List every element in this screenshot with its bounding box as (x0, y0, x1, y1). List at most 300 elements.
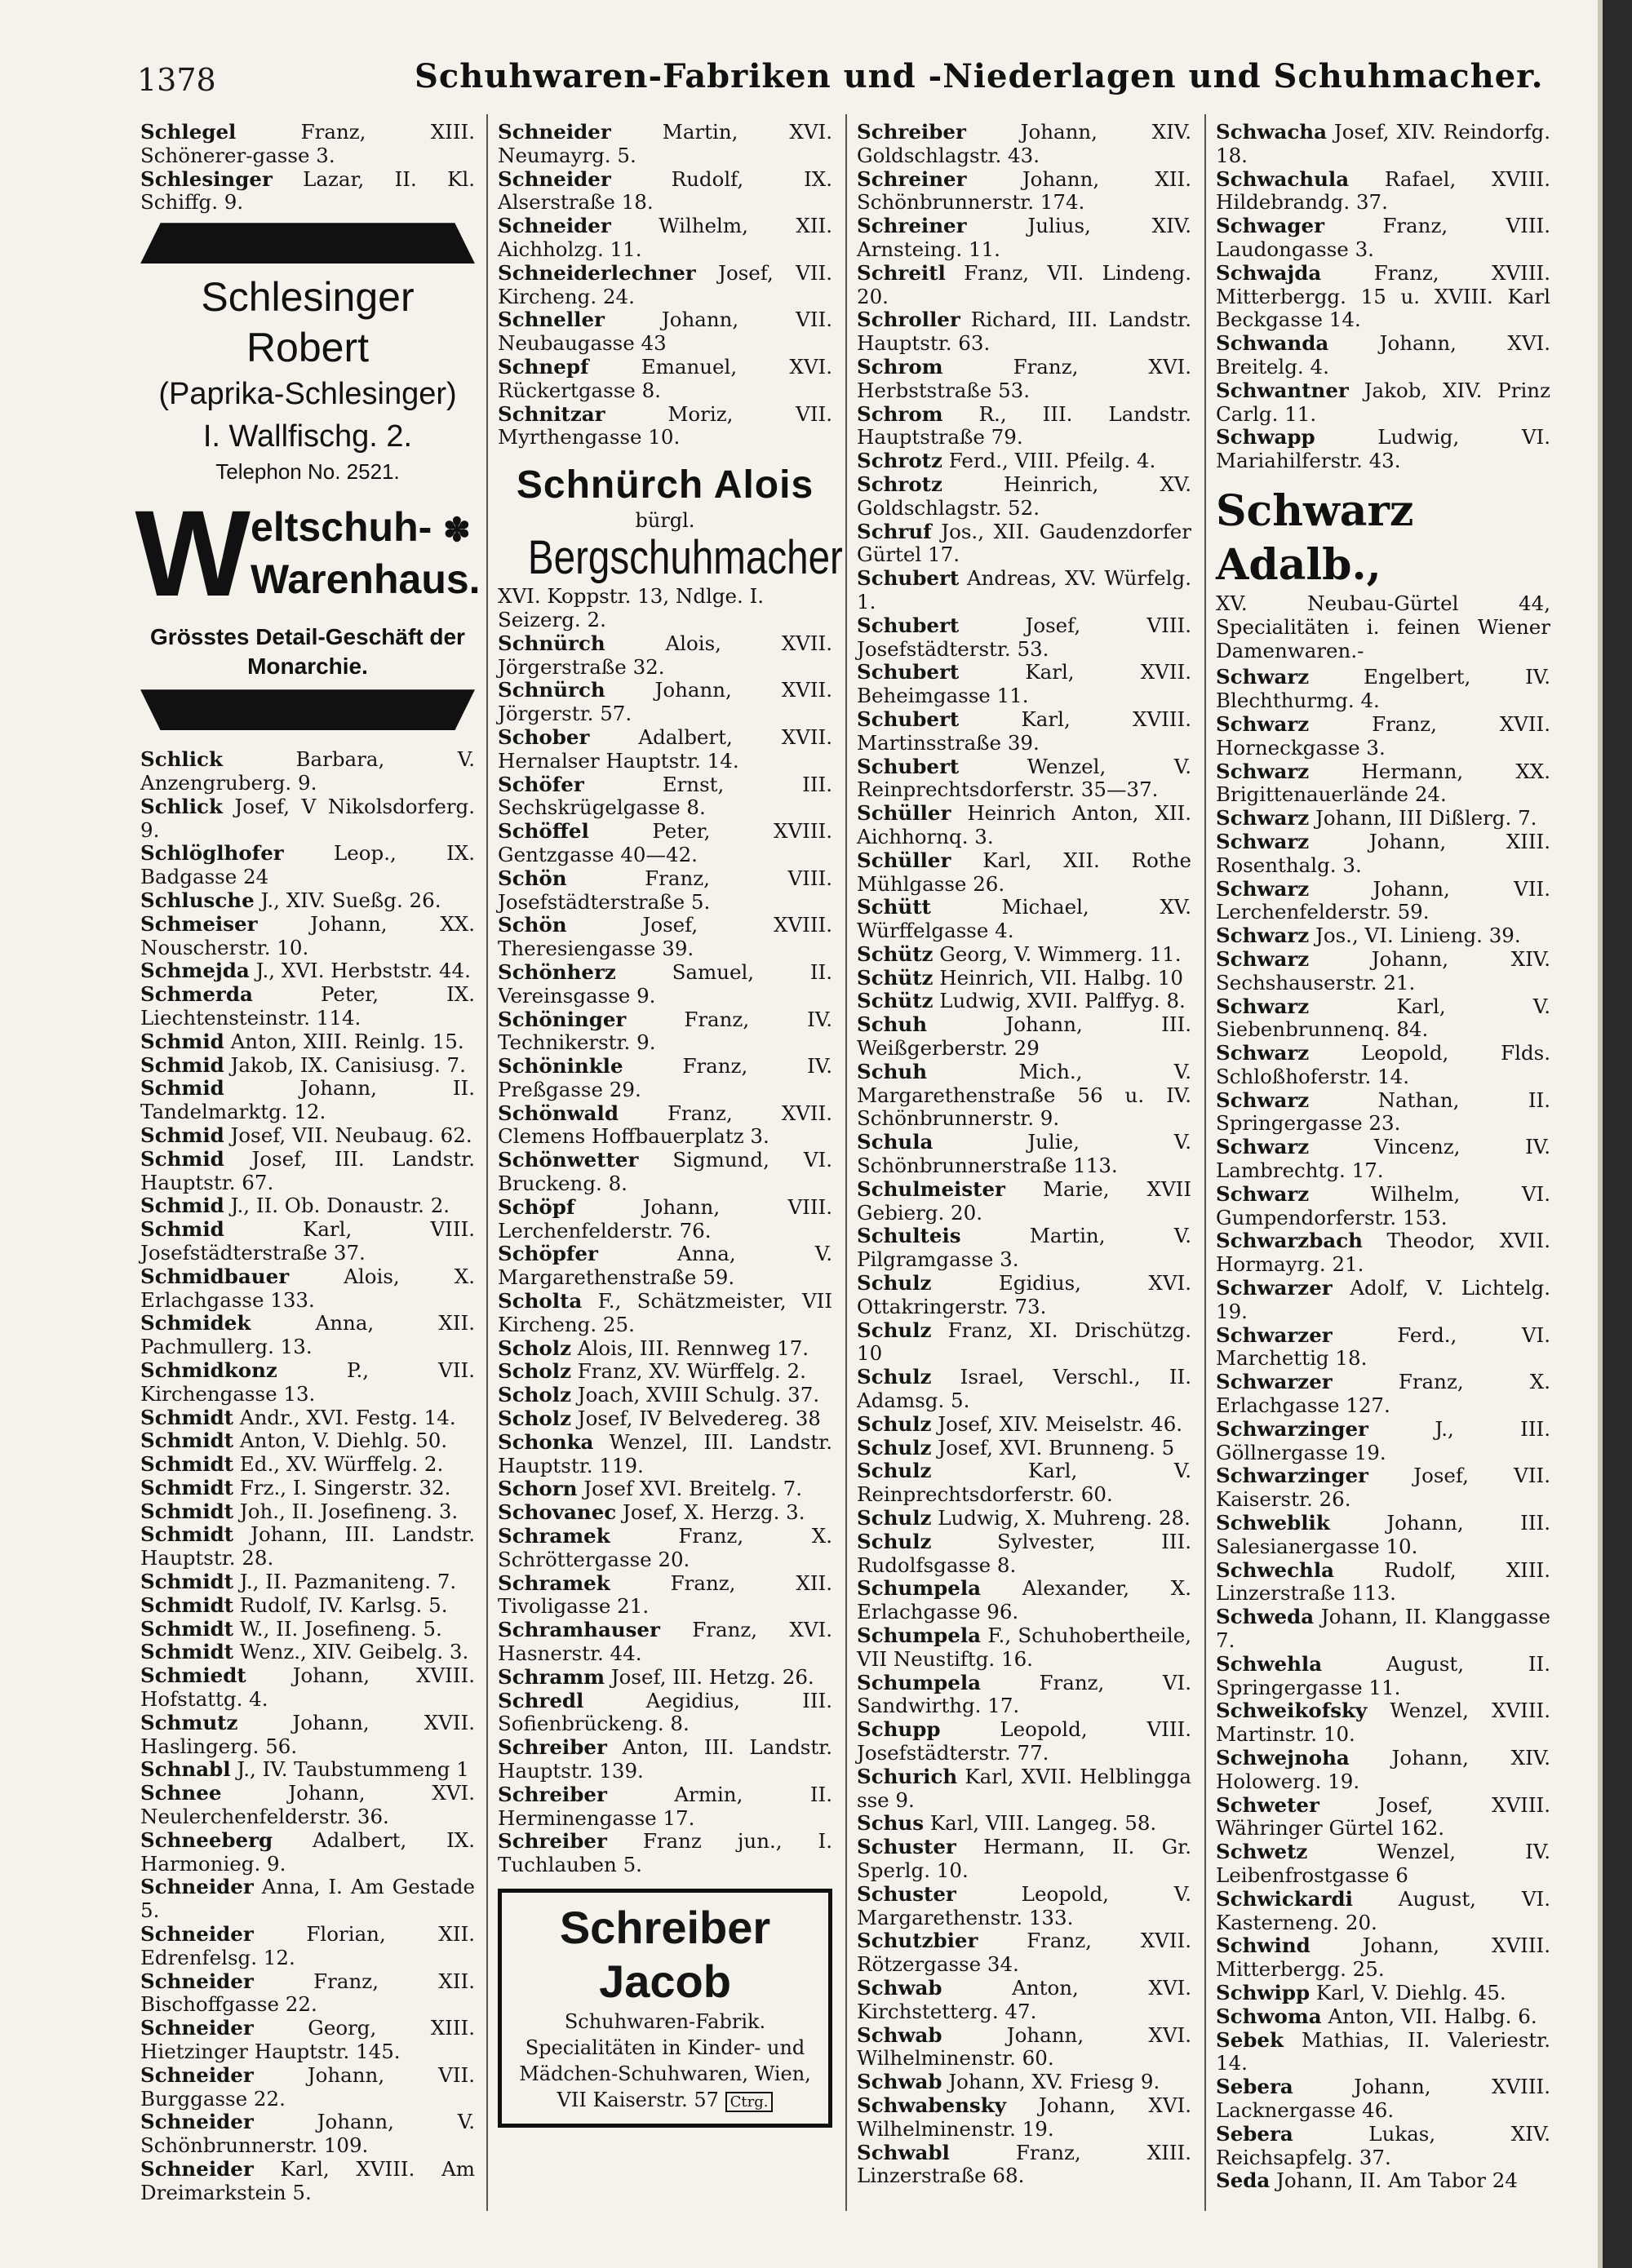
entry-name: Schmidt (140, 1616, 234, 1641)
directory-entry (857, 755, 1191, 803)
directory-entry (498, 1619, 832, 1666)
directory-entry (498, 1572, 832, 1619)
directory-entry (1216, 2123, 1550, 2170)
entry-name: Schmidt (140, 1475, 234, 1499)
entry-name: Schwarz (1216, 1181, 1310, 1206)
entry-address: Ludwig, X. Muhreng. 28. (931, 1506, 1191, 1530)
entry-name: Schupp (857, 1717, 941, 1742)
entry-name: Schnepf (498, 354, 589, 379)
entry-name: Schulteis (857, 1224, 961, 1248)
entry-name: Schmidt (140, 1405, 234, 1429)
directory-entry (498, 1431, 832, 1478)
directory-entry (857, 1319, 1191, 1367)
directory-entry (1216, 1888, 1550, 1935)
directory-entry (857, 2094, 1191, 2142)
entry-address: Leopold, V. Margarethenstr. 133. (857, 1881, 1191, 1929)
entry-address: Karl, V. Siebenbrunnenq. 84. (1216, 994, 1550, 1042)
directory-entry (498, 1783, 832, 1831)
entry-name: Schwarzbach (1216, 1229, 1363, 1253)
entry-address: Hermann, XX. Brigittenauerlände 24. (1216, 759, 1550, 807)
entry-address: Peter, IX. Liechtensteinstr. 114. (140, 982, 475, 1030)
entry-address: Franz, XIII. Linzerstraße 68. (857, 2140, 1191, 2188)
ad-shop-name-line2: Warenhaus. (251, 556, 481, 603)
directory-entry (140, 889, 475, 913)
directory-entry (1216, 262, 1550, 332)
directory-entry (140, 1429, 475, 1453)
directory-entry (498, 1008, 832, 1056)
entry-address: Israel, Verschl., II. Adamsg. 5. (857, 1365, 1191, 1413)
entry-name: Schovanec (498, 1500, 617, 1525)
entry-name: Schmid (140, 1217, 224, 1242)
directory-entry (140, 1523, 475, 1570)
ad-subtitle: bürgl. (635, 509, 695, 533)
entry-address: Samuel, II. Vereinsgasse 9. (498, 959, 832, 1008)
entry-address: Johann, II. Tandelmarktg. 12. (140, 1076, 475, 1124)
entry-name: Schreiner (857, 166, 967, 191)
entry-list (1216, 121, 1550, 473)
entry-name: Schwarzinger (1216, 1464, 1368, 1488)
entry-name: Schwarz (1216, 806, 1310, 831)
entry-name: Sebera (1216, 2075, 1293, 2099)
entry-name: Schöpf (498, 1194, 575, 1219)
entry-name: Schwarzer (1216, 1322, 1333, 1347)
entry-name: Schreiner (857, 214, 967, 238)
directory-entry (140, 1876, 475, 1923)
entry-address: Alois, X. Erlachgasse 133. (140, 1264, 475, 1312)
entry-address: Georg, XIII. Hietzinger Hauptstr. 145. (140, 2016, 475, 2064)
entry-address: Sigmund, VI. Bruckeng. 8. (498, 1148, 832, 1196)
entry-name: Schwacha (1216, 120, 1327, 144)
entry-address: Josef, VIII. Josefstädterstr. 53. (857, 613, 1191, 661)
entry-name: Schmid (140, 1052, 224, 1077)
entry-address: Karl, XII. Rothe Mühlgasse 26. (857, 848, 1191, 896)
entry-name: Schlegel (140, 120, 237, 144)
directory-entry (857, 1225, 1191, 1272)
directory-entry (857, 1929, 1191, 1977)
entry-address: Franz, XVI. Herbststraße 53. (857, 354, 1191, 402)
entry-address: Josef, VII. Neubaug. 62. (224, 1123, 472, 1147)
entry-address: Josef, IV Belvedereg. 38 (571, 1406, 821, 1431)
directory-entry (498, 961, 832, 1008)
directory-entry (857, 567, 1191, 614)
entry-name: Schneider (498, 120, 611, 144)
entry-name: Schütt (857, 895, 931, 919)
entry-name: Schöfer (498, 772, 584, 796)
entry-address: Josef XVI. Breitelg. 7. (577, 1477, 803, 1501)
entry-name: Schwoma (1216, 2004, 1322, 2028)
entry-address: August, II. Springergasse 11. (1216, 1651, 1550, 1699)
directory-entry (140, 1030, 475, 1054)
entry-name: Schutzbier (857, 1929, 978, 1953)
directory-entry (1216, 713, 1550, 760)
directory-entry (140, 1970, 475, 2018)
entry-address: Josef, XVI. Brunneng. 5 (931, 1435, 1175, 1460)
entry-name: Schlusche (140, 888, 255, 912)
entry-address: Johann, XVI. Neulerchenfelderstr. 36. (140, 1781, 475, 1829)
entry-name: Schwickardi (1216, 1886, 1353, 1911)
entry-address: Franz, X. Schröttergasse 20. (498, 1524, 832, 1571)
entry-address: Franz, XIII. Schönerer-gasse 3. (140, 120, 475, 167)
entry-address: Johann, III. Salesianergasse 10. (1216, 1511, 1550, 1558)
directory-entry (857, 450, 1191, 473)
directory-entry (857, 943, 1191, 967)
entry-address: Johann, XIV. Goldschlagstr. 43. (857, 120, 1191, 167)
entry-name: Schubert (857, 613, 960, 637)
entry-address: Adalbert, XVII. Hernalser Hauptstr. 14. (498, 724, 832, 773)
directory-entry (140, 1477, 475, 1500)
ad-schnuerch (498, 461, 843, 632)
entry-name: Schön (498, 866, 567, 890)
directory-entry (140, 1782, 475, 1829)
entry-address: Johann, VIII. Lerchenfelderstr. 76. (498, 1194, 832, 1243)
entry-name: Schrom (857, 401, 943, 426)
entry-address: Adalbert, IX. Harmonieg. 9. (140, 1827, 475, 1876)
entry-address: Ludwig, XVII. Palffyg. 8. (933, 989, 1186, 1013)
entry-name: Schwanda (1216, 331, 1329, 356)
entry-name: Schubert (857, 566, 960, 591)
directory-entry (498, 726, 832, 773)
entry-address: Josef, X. Herzg. 3. (616, 1500, 805, 1525)
directory-entry (857, 1507, 1191, 1530)
entry-address: Franz jun., I. Tuchlauben 5. (498, 1829, 832, 1877)
entry-address: Nathan, II. Springergasse 23. (1216, 1087, 1550, 1136)
entry-name: Schulz (857, 1411, 932, 1436)
entry-address: Wilhelm, XII. Aichholzg. 11. (498, 214, 832, 261)
directory-entry (140, 1923, 475, 1970)
directory-entry (140, 1570, 475, 1594)
entry-name: Schmidt (140, 1522, 234, 1547)
entry-name: Schwechla (1216, 1557, 1335, 1582)
entry-name: Schnitzar (498, 401, 605, 426)
entry-name: Schulz (857, 1365, 932, 1389)
entry-address: F., Schuhobertheile, VII Neustiftg. 16. (857, 1623, 1191, 1671)
directory-entry (140, 1359, 475, 1406)
entry-address: Franz, VII. Lindeng. 20. (857, 260, 1191, 308)
directory-entry (1216, 2029, 1550, 2076)
ad-initial-letter: W (135, 485, 251, 622)
entry-name: Schönherz (498, 959, 616, 984)
entry-name: Schneeberg (140, 1827, 273, 1852)
entry-name: Schrom (857, 354, 943, 379)
entry-address: Josef, XIV. Meiselstr. 46. (931, 1411, 1183, 1436)
directory-entry (140, 121, 475, 168)
directory-entry (857, 849, 1191, 897)
directory-entry (857, 1836, 1191, 1883)
entry-name: Schubert (857, 660, 960, 684)
ad-shop-name (251, 503, 481, 604)
entry-name: Schnee (140, 1781, 222, 1805)
directory-entry (498, 1196, 832, 1243)
ad-schreiber (498, 1889, 832, 2128)
directory-entry (498, 1384, 832, 1407)
entry-address: Johann, III. Weißgerberstr. 29 (857, 1012, 1191, 1061)
entry-address: Anna, I. Am Gestade 5. (140, 1875, 475, 1923)
directory-entry (857, 121, 1191, 168)
directory-entry (140, 1829, 475, 1876)
entry-name: Schmidt (140, 1499, 234, 1523)
directory-entry (140, 2158, 475, 2205)
directory-entry (1216, 1136, 1550, 1183)
entry-address: Martin, V. Pilgramgasse 3. (857, 1224, 1191, 1272)
entry-address: Johann, XVIII. Hofstattg. 4. (140, 1663, 475, 1712)
entry-name: Schwarz (1216, 946, 1310, 971)
directory-entry (857, 1366, 1191, 1413)
directory-entry (140, 1664, 475, 1712)
directory-entry (857, 2142, 1191, 2189)
directory-entry (857, 1883, 1191, 1930)
entry-name: Schüller (857, 801, 951, 826)
directory-entry (498, 679, 832, 726)
entry-name: Schumpela (857, 1623, 982, 1647)
entry-name: Schwarz (1216, 1041, 1310, 1065)
directory-entry (1216, 1229, 1550, 1277)
entry-name: Schumpela (857, 1670, 982, 1694)
ad-trade: Bergschuhmacher (527, 531, 843, 585)
directory-entry (857, 1577, 1191, 1624)
entry-name: Schroller (857, 308, 960, 332)
column-divider (486, 114, 488, 2211)
entry-name: Schmidbauer (140, 1264, 290, 1288)
entry-address: Mich., V. Margarethenstraße 56 u. IV. Schönbrunnerstr. 9. (857, 1059, 1191, 1131)
entry-name: Schulz (857, 1318, 932, 1342)
entry-address: P., VII. Kirchengasse 13. (140, 1358, 475, 1406)
entry-name: Sebek (1216, 2027, 1284, 2052)
entry-address: Josef, III. Landstr. Hauptstr. 67. (140, 1146, 475, 1194)
entry-address: Ed., XV. Würffelg. 2. (233, 1452, 444, 1477)
entry-name: Schwab (857, 2022, 942, 2047)
directory-entry (140, 1124, 475, 1148)
entry-address: Jakob, IX. Canisiusg. 7. (224, 1052, 466, 1077)
directory-entry (498, 1102, 832, 1150)
entry-address: Josef, XVIII. Theresiengasse 39. (498, 913, 832, 961)
directory-entry (857, 215, 1191, 262)
entry-name: Schöninger (498, 1007, 627, 1031)
directory-entry (498, 914, 832, 961)
directory-entry (857, 1413, 1191, 1437)
page-number: 1378 (137, 62, 216, 98)
entry-address: J., XIV. Sueßg. 26. (254, 888, 441, 912)
entry-address: Heinrich Anton, XII. Aichhornq. 3. (857, 801, 1191, 848)
entry-address: Karl, V. Reinprechtsdorferstr. 60. (857, 1459, 1191, 1507)
entry-address: Joh., II. Josefineng. 3. (233, 1499, 459, 1523)
directory-entry (1216, 995, 1550, 1043)
directory-entry (857, 1977, 1191, 2024)
ad-schwarz (1216, 485, 1550, 662)
entry-address: Josef, III. Hetzg. 26. (605, 1664, 814, 1689)
entry-name: Schneider (140, 2062, 254, 2087)
directory-entry (498, 867, 832, 915)
entry-address: Julie, V. Schönbrunnerstraße 113. (857, 1130, 1191, 1178)
entry-name: Schmid (140, 1194, 224, 1218)
entry-name: Schüller (857, 848, 951, 872)
entry-name: Schmidt (140, 1640, 234, 1664)
directory-entry (140, 1641, 475, 1664)
directory-entry (1216, 1418, 1550, 1465)
directory-entry (140, 913, 475, 960)
directory-entry (1216, 121, 1550, 168)
entry-name: Schumpela (857, 1576, 982, 1601)
entry-list (140, 748, 475, 2204)
entry-name: Schönwetter (498, 1148, 639, 1172)
entry-address: J., II. Ob. Donaustr. 2. (224, 1194, 450, 1218)
directory-entry (498, 1055, 832, 1102)
directory-entry (140, 1500, 475, 1524)
entry-name: Schwantner (1216, 378, 1349, 402)
entry-address: Florian, XII. Edrenfelsg. 12. (140, 1922, 475, 1969)
entry-name: Schreitl (857, 260, 946, 285)
directory-entry (498, 820, 832, 867)
directory-entry (1216, 1183, 1550, 1230)
entry-name: Schula (857, 1130, 934, 1154)
entry-address: August, VI. Kasterneng. 20. (1216, 1886, 1550, 1934)
ad-address: XVI. Koppstr. 13, Ndlge. I. Seizerg. 2. (498, 584, 765, 631)
entry-name: Schwejnoha (1216, 1746, 1350, 1770)
directory-entry (857, 262, 1191, 309)
ad-description: Schuhwaren-Fabrik. Specialitäten in Kinder- und Mädchen-Schuhwaren, Wien, (519, 2009, 811, 2085)
entry-address: Rafael, XVIII. Hildebrandg. 37. (1216, 166, 1550, 215)
entry-name: Schmutz (140, 1710, 238, 1734)
entry-name: Schmid (140, 1029, 224, 1053)
entry-name: Schöpfer (498, 1242, 598, 1266)
entry-address: Johann, XX. Nouscherstr. 10. (140, 911, 475, 959)
entry-list (498, 632, 832, 1877)
directory-entry (498, 773, 832, 821)
entry-address: Johann, III. Landstr. Hauptstr. 28. (140, 1522, 475, 1570)
entry-address: Ludwig, VI. Mariahilferstr. 43. (1216, 425, 1550, 473)
entry-address: Alois, XVII. Jörgerstraße 32. (498, 631, 832, 679)
entry-address: Franz, IV. Technikerstr. 9. (498, 1007, 832, 1055)
entry-address: Josef, VII. Kircheng. 24. (498, 260, 832, 308)
directory-entry (1216, 1747, 1550, 1794)
entry-name: Schnürch (498, 678, 605, 702)
entry-address: Johann, XVIII. Lacknergasse 46. (1216, 2075, 1550, 2122)
entry-name: Schuster (857, 1835, 956, 1859)
entry-name: Schweter (1216, 1792, 1319, 1817)
entry-name: Schmidt (140, 1452, 234, 1477)
directory-entry (1216, 831, 1550, 878)
entry-address: Andr., XVI. Festg. 14. (233, 1405, 456, 1429)
directory-entry (1216, 168, 1550, 215)
directory-entry (140, 1054, 475, 1078)
entry-name: Schlesinger (140, 166, 273, 191)
ad-address: I. Wallfischg. 2. (202, 419, 413, 454)
entry-address: Franz, XII. Tivoligasse 21. (498, 1570, 832, 1619)
directory-entry (857, 356, 1191, 403)
entry-address: Wenzel, V. Reinprechtsdorferstr. 35—37. (857, 754, 1191, 802)
entry-address: Ferd., VIII. Pfeilg. 4. (942, 449, 1156, 473)
directory-entry (1216, 2169, 1550, 2193)
directory-entry (857, 308, 1191, 356)
directory-entry (857, 168, 1191, 215)
directory-entry (857, 708, 1191, 755)
directory-entry (140, 1712, 475, 1759)
entry-name: Schober (498, 724, 590, 749)
entry-name: Schreiber (498, 1735, 607, 1760)
entry-name: Schneider (140, 2016, 254, 2040)
directory-entry (857, 1013, 1191, 1061)
entry-address: Franz, IV. Preßgasse 29. (498, 1054, 832, 1101)
entry-name: Schneiderlechner (498, 260, 696, 285)
entry-address: Barbara, V. Anzengruberg. 9. (140, 747, 475, 795)
entry-address: Johann, XV. Friesg 9. (942, 2070, 1160, 2094)
directory-entry (140, 168, 475, 215)
entry-name: Schmid (140, 1123, 224, 1147)
ad-company-name: Schnürch Alois (516, 463, 814, 507)
entry-address: Johann, II. Klanggasse 7. (1216, 1605, 1550, 1653)
entry-name: Schwind (1216, 1934, 1310, 1958)
entry-address: Alexander, X. Erlachgasse 96. (857, 1576, 1191, 1624)
entry-address: Franz, VI. Sandwirthg. 17. (857, 1670, 1191, 1718)
directory-entry (857, 1718, 1191, 1765)
directory-entry (140, 2017, 475, 2064)
entry-name: Schneller (498, 308, 605, 332)
directory-entry (1216, 1089, 1550, 1136)
column-divider (845, 114, 847, 2211)
entry-name: Schulz (857, 1529, 932, 1553)
entry-address: Rudolf, IX. Alserstraße 18. (498, 166, 832, 215)
entry-address: Johann, XIV. Sechshauserstr. 21. (1216, 946, 1550, 994)
directory-entry (140, 1148, 475, 1195)
entry-address: Moriz, VII. Myrthengasse 10. (498, 401, 832, 450)
directory-entry (140, 795, 475, 843)
entry-address: Karl, VIII. Langeg. 58. (924, 1811, 1157, 1836)
directory-entry (140, 1312, 475, 1359)
entry-name: Schmiedt (140, 1663, 246, 1688)
entry-name: Schwarzinger (1216, 1416, 1368, 1441)
entry-address: J., XVI. Herbststr. 44. (249, 959, 471, 983)
directory-entry (498, 632, 832, 680)
entry-name: Schneider (140, 2157, 254, 2181)
entry-address: Johann, VII. Burggasse 22. (140, 2062, 475, 2111)
entry-name: Schweda (1216, 1605, 1315, 1629)
entry-address: Johann, XVII. Jörgerstr. 57. (498, 678, 832, 726)
entry-address: Franz, XV. Würffelg. 2. (571, 1359, 806, 1384)
entry-name: Schus (857, 1811, 925, 1836)
entry-name: Schulz (857, 1435, 932, 1460)
entry-address: Johann, XVI. Wilhelminenstr. 19. (857, 2093, 1191, 2141)
entry-address: Anna, V. Margarethenstraße 59. (498, 1242, 832, 1290)
directory-entry (1216, 2075, 1550, 2123)
directory-entry (857, 990, 1191, 1013)
entry-list (498, 121, 832, 450)
directory-entry (498, 1149, 832, 1196)
entry-name: Schütz (857, 941, 934, 966)
directory-entry (498, 403, 832, 450)
entry-address: Armin, II. Herminengasse 17. (498, 1782, 832, 1830)
entry-name: Schnabl (140, 1757, 231, 1782)
entry-address: Lazar, II. Kl. Schiffg. 9. (140, 166, 475, 215)
ad-description: XV. Neubau-Gürtel 44, Specialitäten i. feinen Wiener Damenwaren.- (1216, 591, 1550, 662)
entry-address: Johann, XVII. Haslingerg. 56. (140, 1710, 475, 1758)
directory-entry (498, 215, 832, 262)
entry-address: Vincenz, IV. Lambrechtg. 17. (1216, 1135, 1550, 1183)
entry-name: Schwarz (1216, 829, 1310, 853)
directory-entry (1216, 1699, 1550, 1747)
entry-address: Anton, V. Diehlg. 50. (233, 1429, 448, 1453)
entry-name: Schwehla (1216, 1651, 1323, 1676)
entry-name: Schwapp (1216, 425, 1315, 450)
entry-address: Peter, XVIII. Gentzgasse 40—42. (498, 819, 832, 866)
entry-name: Schwipp (1216, 1980, 1310, 2004)
entry-address: Aegidius, III. Sofienbrückeng. 8. (498, 1688, 832, 1736)
entry-address: Franz, XVII. Horneckgasse 3. (1216, 711, 1550, 760)
entry-address: Johann, XIII. Rosenthalg. 3. (1216, 829, 1550, 877)
entry-name: Schneider (140, 2110, 254, 2134)
directory-entry (857, 2024, 1191, 2071)
entry-address: R., III. Landstr. Hauptstraße 79. (857, 401, 1191, 450)
directory-entry (498, 1501, 832, 1525)
entry-address: Joach, XVIII Schulg. 37. (571, 1383, 820, 1407)
